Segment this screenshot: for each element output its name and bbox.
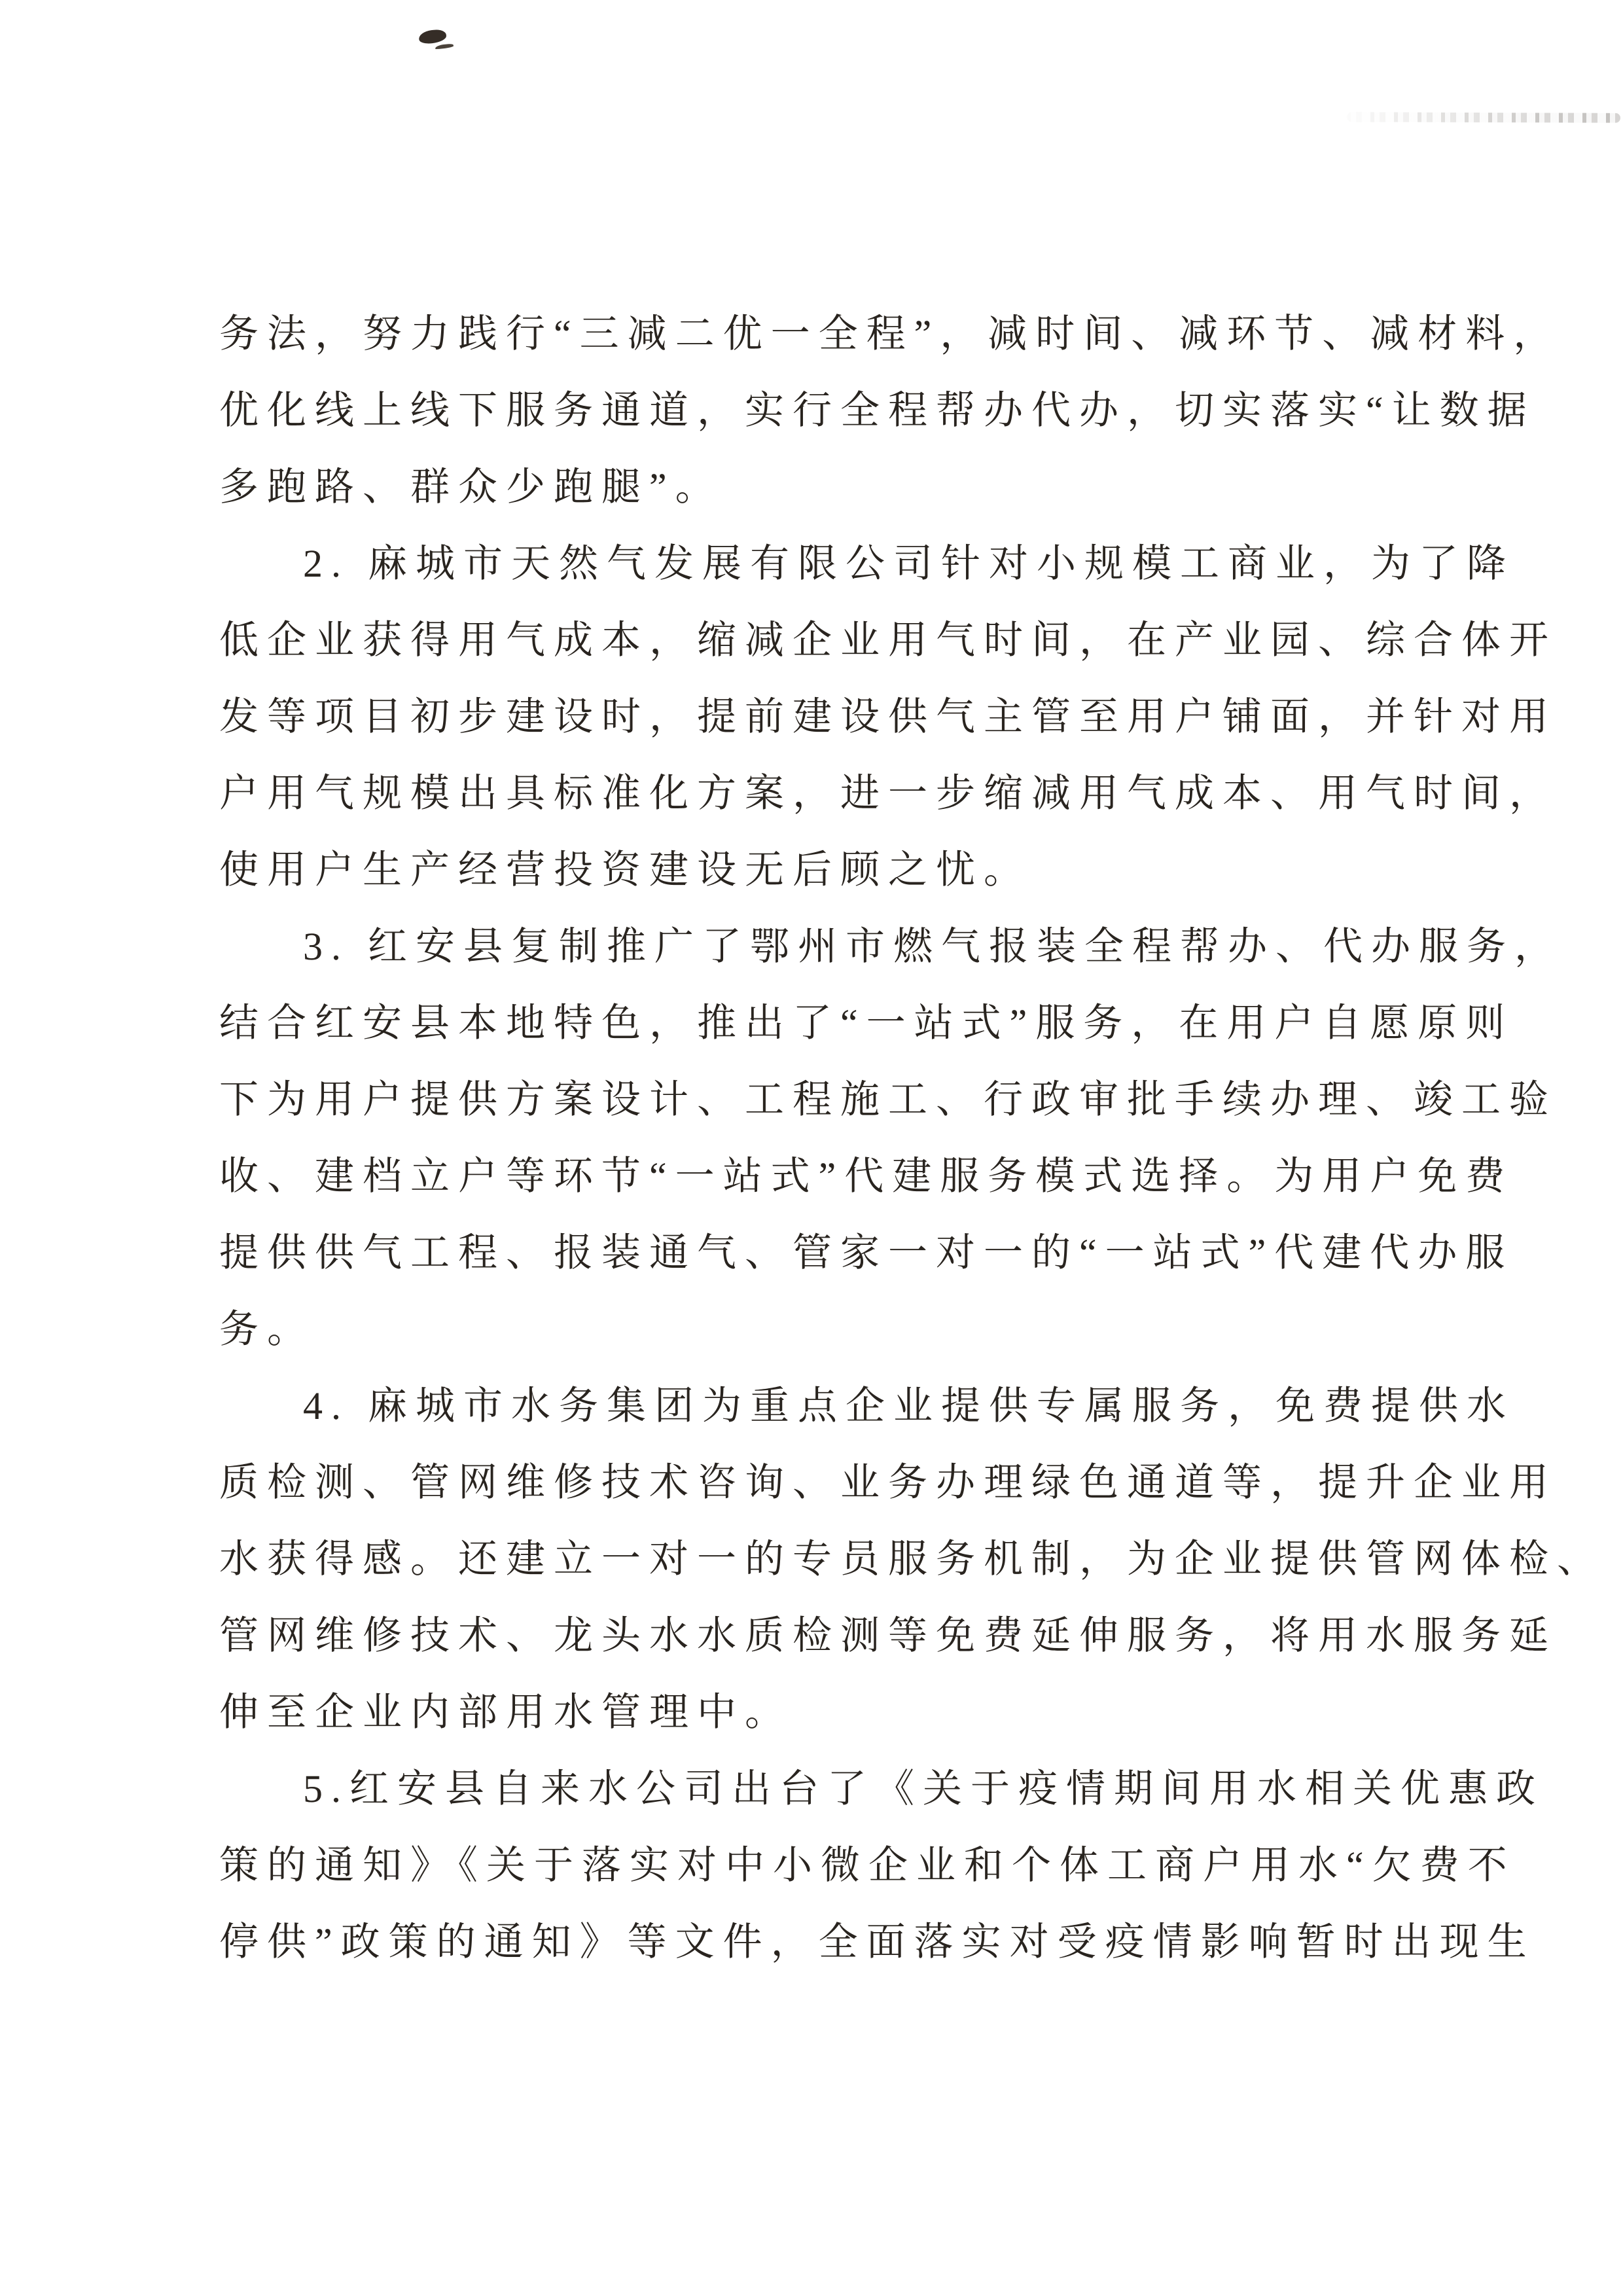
text-line: 下为用户提供方案设计、工程施工、行政审批手续办理、竣工验	[219, 1078, 1557, 1121]
text-line: 水获得感。还建立一对一的专员服务机制，为企业提供管网体检、	[219, 1537, 1605, 1581]
text-line: 4. 麻城市水务集团为重点企业提供专属服务，免费提供水	[303, 1384, 1514, 1427]
text-line: 停供”政策的通知》等文件，全面落实对受疫情影响暂时出现生	[219, 1920, 1535, 1964]
text-line: 发等项目初步建设时，提前建设供气主管至用户铺面，并针对用	[219, 695, 1557, 738]
text-line: 提供供气工程、报装通气、管家一对一的“一站式”代建代办服	[219, 1231, 1514, 1274]
text-line: 管网维修技术、龙头水水质检测等免费延伸服务，将用水服务延	[219, 1614, 1557, 1657]
text-line: 多跑路、群众少跑腿”。	[219, 465, 723, 509]
text-line: 3. 红安县复制推广了鄂州市燃气报装全程帮办、代办服务，	[303, 925, 1562, 968]
text-line: 结合红安县本地特色，推出了“一站式”服务，在用户自愿原则	[219, 1001, 1514, 1045]
document-body	[219, 296, 1605, 1981]
text-line: 使用户生产经营投资建设无后顾之忧。	[219, 848, 1031, 891]
text-line: 伸至企业内部用水管理中。	[219, 1691, 793, 1734]
text-line: 策的通知》《关于落实对中小微企业和个体工商户用水“欠费不	[219, 1844, 1516, 1887]
text-line: 质检测、管网维修技术咨询、业务办理绿色通道等，提升企业用	[219, 1461, 1557, 1504]
text-line: 低企业获得用气成本，缩减企业用气时间，在产业园、综合体开	[219, 619, 1557, 662]
scanner-streak-artifact	[1347, 112, 1620, 122]
text-line: 收、建档立户等环节“一站式”代建服务模式选择。为用户免费	[219, 1155, 1514, 1198]
text-line: 5.红安县自来水公司出台了《关于疫情期间用水相关优惠政	[303, 1767, 1544, 1810]
text-line: 2. 麻城市天然气发展有限公司针对小规模工商业，为了降	[303, 542, 1514, 585]
text-line: 务法，努力践行“三减二优一全程”，减时间、减环节、减材料，	[219, 312, 1561, 355]
text-line: 优化线上线下服务通道，实行全程帮办代办，切实落实“让数据	[219, 389, 1535, 432]
ink-smudge-artifact	[418, 29, 447, 45]
text-line: 户用气规模出具标准化方案，进一步缩减用气成本、用气时间，	[219, 772, 1557, 815]
text-line: 务。	[219, 1308, 315, 1351]
